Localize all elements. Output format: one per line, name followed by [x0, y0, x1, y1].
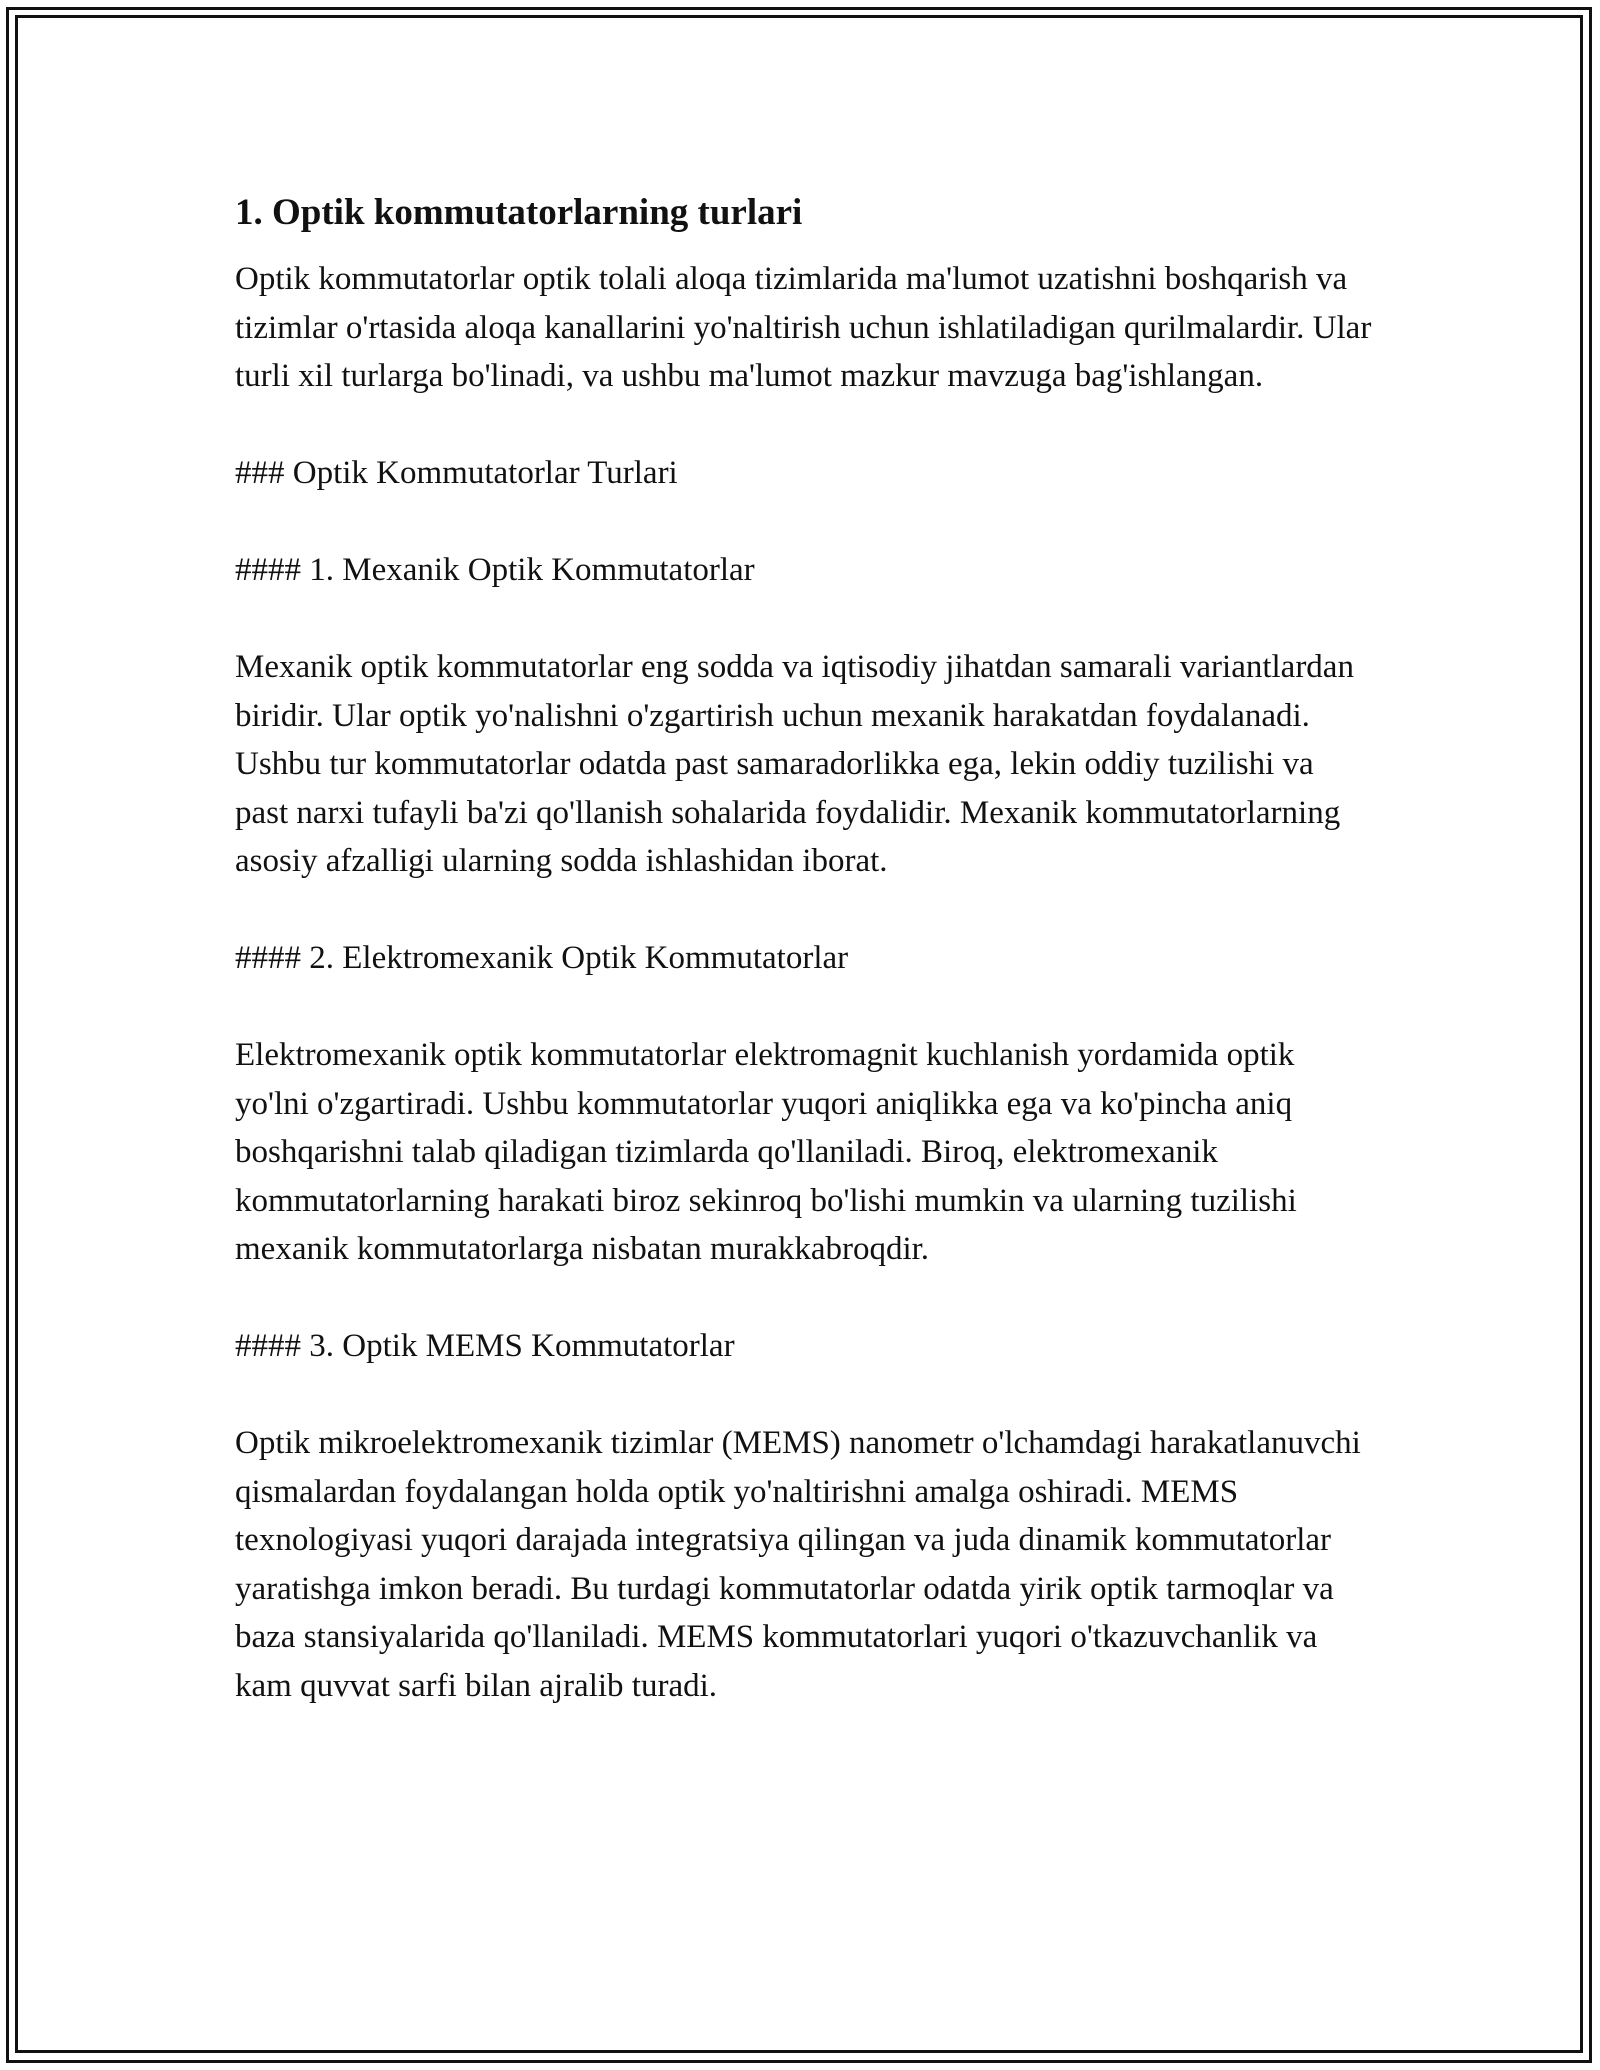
document-body	[235, 185, 1375, 1710]
section-heading: ### Optik Kommutatorlar Turlari	[235, 455, 678, 491]
subsection-heading-mems: #### 3. Optik MEMS Kommutatorlar	[235, 1328, 735, 1364]
document-title: 1. Optik kommutatorlarning turlari	[235, 192, 803, 233]
subsection-body-mems: Optik mikroelektromexanik tizimlar (MEMS) nanometr o'lchamdagi harakatlanuvchi qismalardan foydalangan holda optik yo'naltirishni amalga oshiradi. MEMS texnologiyasi yuqori darajada integratsiya qilingan va juda dinamik kommutatorlar yaratishga imkon beradi. Bu turdagi kommutatorlar odatda yirik optik tarmoqlar va baza stansiyalarida qo'llaniladi. MEMS kommutatorlari yuqori o'tkazuvchanlik va kam quvvat sarfi bilan ajralib turadi.	[235, 1425, 1361, 1704]
subsection-body-mechanical: Mexanik optik kommutatorlar eng sodda va iqtisodiy jihatdan samarali variantlardan biridir. Ular optik yo'nalishni o'zgartirish uchun mexanik harakatdan foydalanadi. Ushbu tur kommutatorlar odatda past samaradorlikka ega, lekin oddiy tuzilishi va past narxi tufayli ba'zi qo'llanish sohalarida foydalidir. Mexanik kommutatorlarning asosiy afzalligi ularning sodda ishlashidan iborat.	[235, 649, 1354, 879]
intro-paragraph: Optik kommutatorlar optik tolali aloqa tizimlarida ma'lumot uzatishni boshqarish va tizimlar o'rtasida aloqa kanallarini yo'naltirish uchun ishlatiladigan qurilmalardir. Ular turli xil turlarga bo'linadi, va ushbu ma'lumot mazkur mavzuga bag'ishlangan.	[235, 261, 1372, 394]
subsection-body-electromechanical: Elektromexanik optik kommutatorlar elektromagnit kuchlanish yordamida optik yo'lni o'zgartiradi. Ushbu kommutatorlar yuqori aniqlikka ega va ko'pincha aniq boshqarishni talab qiladigan tizimlarda qo'llaniladi. Biroq, elektromexanik kommutatorlarning harakati biroz sekinroq bo'lishi mumkin va ularning tuzilishi mexanik kommutatorlarga nisbatan murakkabroqdir.	[235, 1037, 1297, 1267]
subsection-heading-mechanical: #### 1. Mexanik Optik Kommutatorlar	[235, 552, 755, 588]
subsection-heading-electromechanical: #### 2. Elektromexanik Optik Kommutatorlar	[235, 940, 849, 976]
